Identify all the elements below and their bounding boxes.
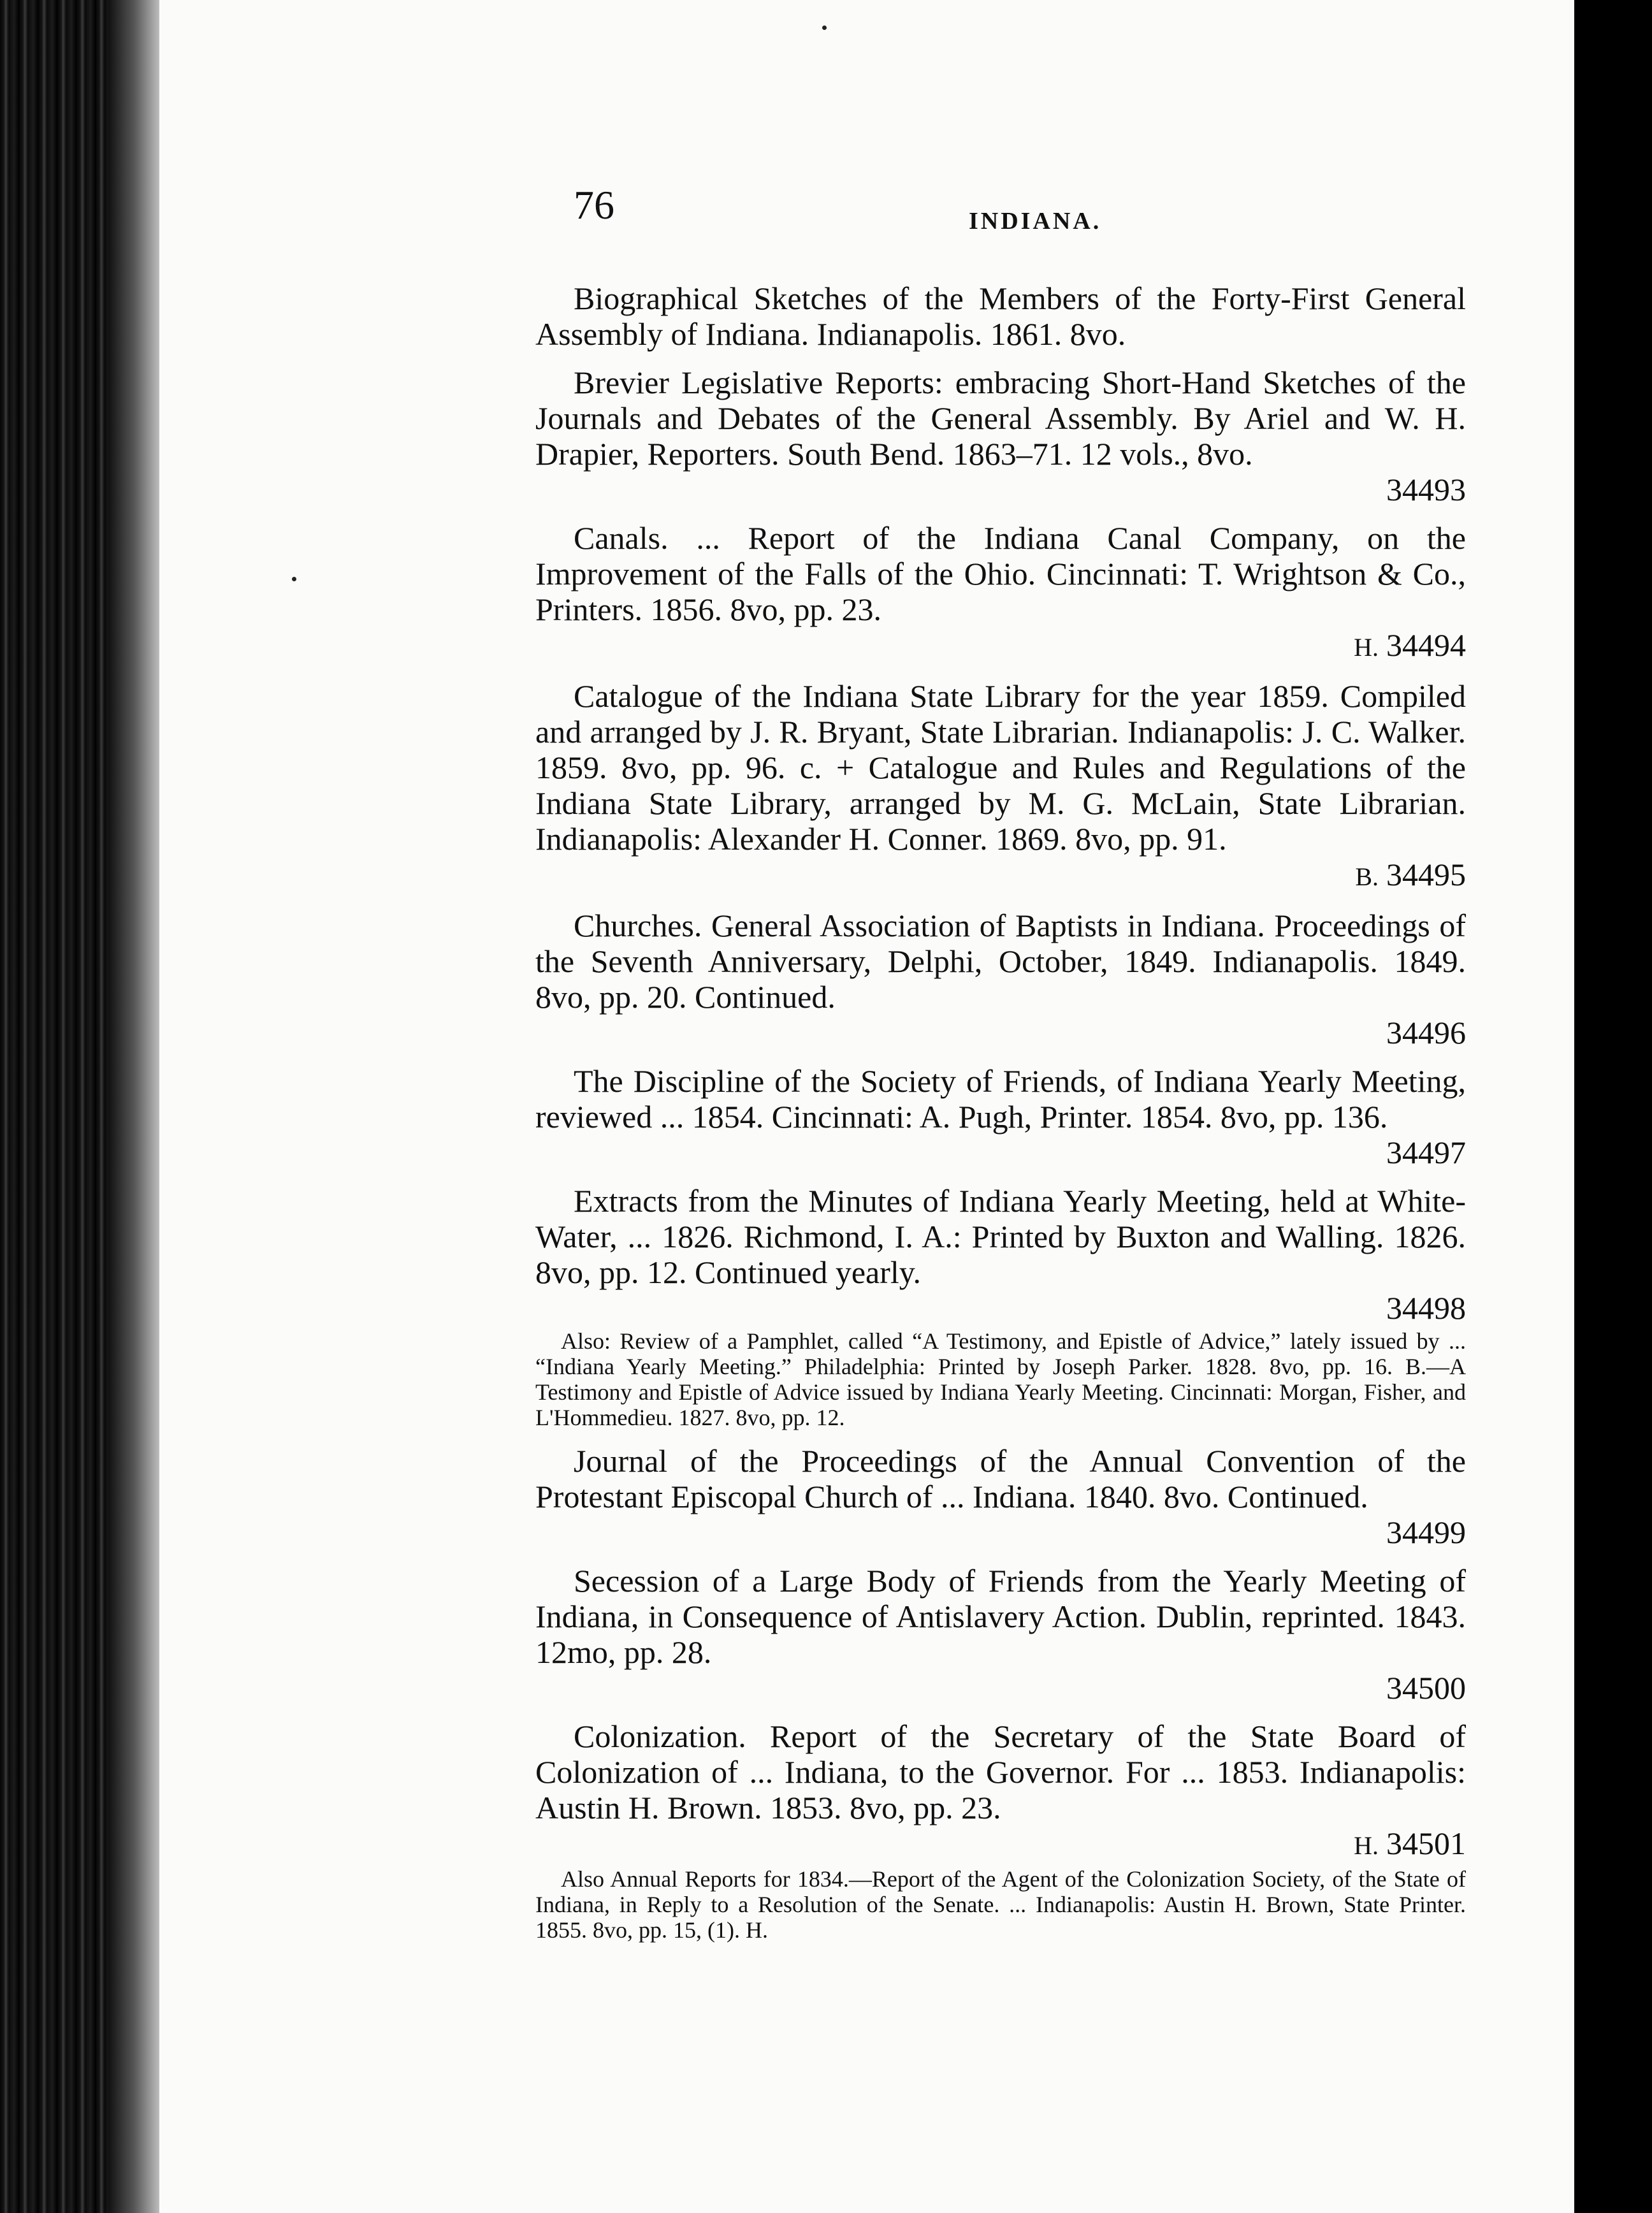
entry-number: 34494 bbox=[1386, 627, 1466, 663]
entry-text: Colonization. Report of the Secretary of the State Board of Colonization of ... Indiana, to the Governor. For ... 1853. Indianapolis: Austin H. Brown. 1853. 8vo, pp. 23. bbox=[535, 1718, 1466, 1825]
entry-number-line bbox=[535, 1825, 1466, 1864]
scan-speck bbox=[292, 577, 296, 581]
entry-text: Biographical Sketches of the Members of the Forty-First General Assembly of Indiana. Indianapolis. 1861. 8vo. bbox=[535, 280, 1466, 352]
entry-text: Catalogue of the Indiana State Library for the year 1859. Compiled and arranged by J. R. Bryant, State Librarian. Indianapolis: J. C. Walker. 1859. 8vo, pp. 96. c. + Catalogue and Rules and Regulations of the Indiana State Library, arranged by M. G. McLain, State Librarian. Indianapolis: Alexander H. Conner. 1869. 8vo, pp. 91. bbox=[535, 678, 1466, 857]
entry-number: 34500 bbox=[1386, 1670, 1466, 1706]
library-code: H. bbox=[1354, 633, 1379, 662]
entry-text: Canals. ... Report of the Indiana Canal Company, on the Improvement of the Falls of the Ohio. Cincinnati: T. Wrightson & Co., Printers. 1856. 8vo, pp. 23. bbox=[535, 520, 1466, 627]
bibliography-entry bbox=[535, 1183, 1466, 1430]
entry-text: Extracts from the Minutes of Indiana Yearly Meeting, held at White-Water, ... 1826. Richmond, I. A.: Printed by Buxton and Walling. 1826. 8vo, pp. 12. Continued yearly. bbox=[535, 1183, 1466, 1290]
entry-text: The Discipline of the Society of Friends, of Indiana Yearly Meeting, reviewed ... 1854. Cincinnati: A. Pugh, Printer. 1854. 8vo, pp. 136. bbox=[535, 1063, 1466, 1135]
entry-note: Also Annual Reports for 1834.—Report of the Agent of the Colonization Society, of the State of Indiana, in Reply to a Resolution of the Senate. ... Indianapolis: Austin H. Brown, State Printer. 1855. 8vo, pp. 15, (1). H. bbox=[535, 1866, 1466, 1943]
entry-number: 34493 bbox=[1386, 472, 1466, 507]
bibliography-entry bbox=[535, 678, 1466, 895]
bibliography-entry bbox=[535, 365, 1466, 507]
running-head: INDIANA. bbox=[969, 208, 1102, 235]
bibliography-entry bbox=[535, 1443, 1466, 1550]
entry-number: 34496 bbox=[1386, 1015, 1466, 1050]
bibliography-entry bbox=[535, 908, 1466, 1050]
entry-number: 34501 bbox=[1386, 1825, 1466, 1861]
library-code: B. bbox=[1355, 862, 1379, 891]
page-header bbox=[574, 182, 1498, 242]
entry-text: Churches. General Association of Baptists in Indiana. Proceedings of the Seventh Anniversary, Delphi, October, 1849. Indianapolis. 1849. 8vo, pp. 20. Continued. bbox=[535, 908, 1466, 1015]
entry-note: Also: Review of a Pamphlet, called “A Testimony, and Epistle of Advice,” lately issued by ... “Indiana Yearly Meeting.” Philadelphia: Printed by Joseph Parker. 1828. 8vo, pp. 16. B.—A Testimony and Epistle of Advice issued by Indiana Yearly Meeting. Cincinnati: Morgan, Fisher, and L'Hommedieu. 1827. 8vo, pp. 12. bbox=[535, 1328, 1466, 1430]
bibliography-entry bbox=[535, 1718, 1466, 1943]
scan-speck bbox=[822, 25, 827, 30]
entry-text: Secession of a Large Body of Friends from the Yearly Meeting of Indiana, in Consequence of Antislavery Action. Dublin, reprinted. 1843. 12mo, pp. 28. bbox=[535, 1563, 1466, 1670]
entry-number: 34498 bbox=[1386, 1290, 1466, 1326]
entry-text: Brevier Legislative Reports: embracing Short-Hand Sketches of the Journals and Debates of the General Assembly. By Ariel and W. H. Drapier, Reporters. South Bend. 1863–71. 12 vols., 8vo. bbox=[535, 365, 1466, 472]
library-code: H. bbox=[1354, 1831, 1379, 1860]
entry-number-line bbox=[535, 857, 1466, 895]
bibliography-entry bbox=[535, 520, 1466, 665]
scan-border bbox=[1574, 0, 1652, 2213]
bibliography-list bbox=[535, 280, 1466, 1955]
bibliography-entry bbox=[535, 280, 1466, 352]
bibliography-entry bbox=[535, 1063, 1466, 1170]
page-number: 76 bbox=[574, 182, 614, 228]
entry-number-line bbox=[535, 627, 1466, 665]
entry-number: 34497 bbox=[1386, 1135, 1466, 1170]
entry-number: 34495 bbox=[1386, 857, 1466, 892]
entry-text: Journal of the Proceedings of the Annual Convention of the Protestant Episcopal Church of ... Indiana. 1840. 8vo. Continued. bbox=[535, 1443, 1466, 1514]
entry-number: 34499 bbox=[1386, 1514, 1466, 1550]
bibliography-entry bbox=[535, 1563, 1466, 1706]
